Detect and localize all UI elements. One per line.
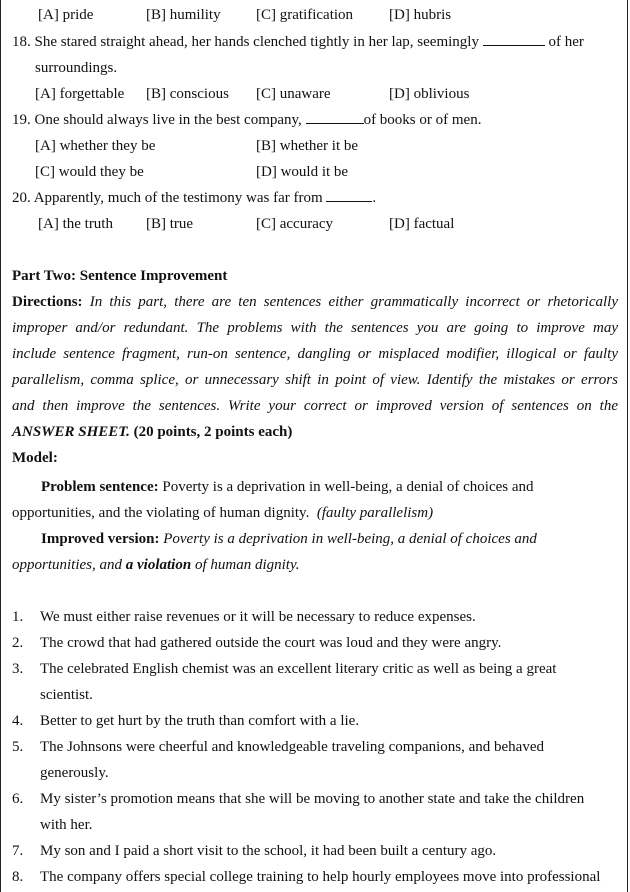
directions-line-2: improper and/or redundant. The problems with the sentences you are going to improve may: [12, 320, 618, 336]
q20-text-end: .: [372, 190, 377, 206]
list-item-continuation: with her.: [40, 817, 93, 833]
q18-continuation: surroundings.: [35, 60, 118, 76]
list-item-continuation: scientist.: [40, 687, 93, 703]
q18-option-d: [D] oblivious: [389, 86, 470, 102]
list-item: 8. The company offers special college training to help hourly employees move into professional: [12, 869, 601, 885]
q19-stem: [12, 107, 481, 133]
points-note: (20 points, 2 points each): [129, 424, 293, 440]
q17-option-d: [D] hubris: [389, 7, 452, 23]
improved-version-line-2: opportunities, and a violation of human dignity.: [12, 557, 300, 573]
directions-line-3: include sentence fragment, run-on sentence, dangling or misplaced modifier, illogical or faulty: [12, 346, 618, 362]
list-item: 4. Better to get hurt by the truth than comfort with a lie.: [12, 713, 360, 729]
q19-option-d: [D] would it be: [256, 164, 349, 180]
problem-sentence-line-2: opportunities, and the violating of human dignity. (faulty parallelism): [12, 505, 434, 521]
q17-option-b: [B] humility: [146, 7, 221, 23]
directions-line-6: [12, 419, 292, 445]
problem-label: Problem sentence:: [41, 479, 159, 495]
q20-blank: [326, 187, 372, 202]
q19-number: 19.: [12, 112, 31, 128]
q19-text: One should always live in the best company,: [34, 112, 302, 128]
q18-option-a: [A] forgettable: [35, 86, 125, 102]
improved-version-line-1: Improved version: Poverty is a deprivation in well-being, a denial of choices and: [41, 531, 537, 547]
q18-option-c: [C] unaware: [256, 86, 331, 102]
q18-stem: [12, 29, 584, 55]
q18-text: She stared straight ahead, her hands clenched tightly in her lap, seemingly: [34, 34, 479, 50]
q20-option-a: [A] the truth: [38, 216, 113, 232]
q19-option-a: [A] whether they be: [35, 138, 156, 154]
q19-text-end: of books or of men.: [363, 112, 482, 128]
q18-number: 18.: [12, 34, 31, 50]
list-item: 3. The celebrated English chemist was an excellent literary critic as well as being a great: [12, 661, 557, 677]
problem-sentence-line-1: Problem sentence: Poverty is a deprivation in well-being, a denial of choices and: [41, 479, 534, 495]
q20-stem: [12, 185, 376, 211]
q19-option-c: [C] would they be: [35, 164, 144, 180]
q18-text-end: of her: [548, 34, 584, 50]
list-item: 2. The crowd that had gathered outside the court was loud and they were angry.: [12, 635, 502, 651]
list-item: 1. We must either raise revenues or it will be necessary to reduce expenses.: [12, 609, 476, 625]
q20-text: Apparently, much of the testimony was far from: [33, 190, 323, 206]
list-item: 7. My son and I paid a short visit to the school, it had been built a century ago.: [12, 843, 497, 859]
q18-blank: [483, 31, 545, 46]
directions-line-4: parallelism, comma splice, or unnecessary shift in point of view. Identify the mistakes or errors: [12, 372, 618, 388]
list-item-continuation: generously.: [40, 765, 109, 781]
directions-line-1: Directions: In this part, there are ten sentences either grammatically incorrect or rhetorically: [12, 294, 618, 310]
q20-option-d: [D] factual: [389, 216, 455, 232]
list-item: 5. The Johnsons were cheerful and knowledgeable traveling companions, and behaved: [12, 739, 544, 755]
part-two-heading: Part Two: Sentence Improvement: [12, 268, 228, 284]
q18-option-b: [B] conscious: [146, 86, 229, 102]
directions-label: Directions:: [12, 294, 83, 310]
q17-option-c: [C] gratification: [256, 7, 354, 23]
q19-blank: [306, 109, 364, 124]
q20-option-c: [C] accuracy: [256, 216, 334, 232]
list-item: 6. My sister’s promotion means that she will be moving to another state and take the children: [12, 791, 585, 807]
improved-bold: a violation: [125, 557, 192, 573]
directions-line-5: and then improve the sentences. Write your correct or improved version of sentences on the: [12, 398, 618, 414]
answer-sheet-label: ANSWER SHEET.: [12, 424, 130, 440]
q19-option-b: [B] whether it be: [256, 138, 359, 154]
problem-tag: (faulty parallelism): [316, 505, 434, 521]
q17-option-a: [A] pride: [38, 7, 94, 23]
improved-label: Improved version:: [41, 531, 160, 547]
q20-number: 20.: [12, 190, 31, 206]
q20-option-b: [B] true: [146, 216, 194, 232]
model-label: Model:: [12, 450, 58, 466]
